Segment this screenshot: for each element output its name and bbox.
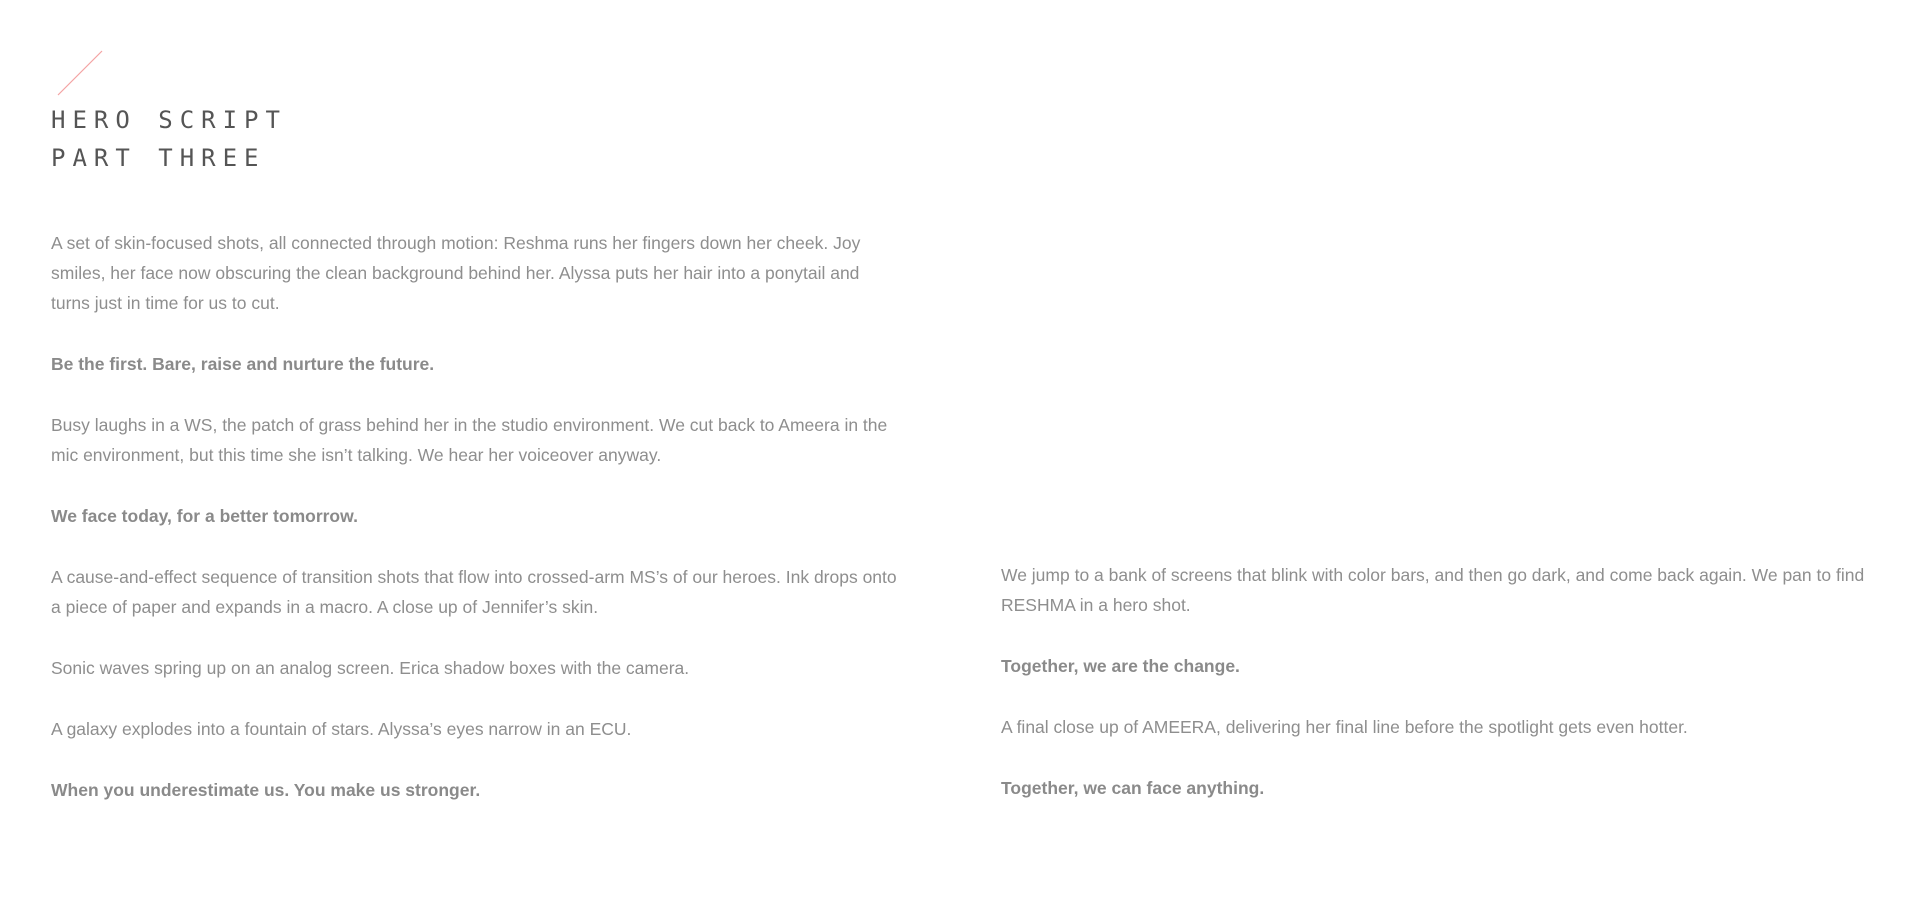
script-tagline: When you underestimate us. You make us stronger. [51,780,481,800]
title-line-1: HERO SCRIPT [51,106,287,134]
title-line-2: PART THREE [51,144,266,172]
script-paragraph: Sonic waves spring up on an analog screen. Erica shadow boxes with the camera. [51,658,690,678]
script-paragraph: A final close up of AMEERA, delivering her final line before the spotlight gets even hotter. [1001,717,1688,737]
script-tagline: We face today, for a better tomorrow. [51,506,358,526]
page-title [51,101,287,177]
script-tagline: Together, we can face anything. [1001,778,1265,798]
script-column-right [1001,560,1871,803]
script-paragraph: A set of skin-focused shots, all connected through motion: Reshma runs her fingers down her cheek. Joy smiles, her face now obscuring the clean background behind her. Alyssa puts her hair into a ponytail and turns just in time for us to cut. [51,233,861,313]
script-paragraph: A cause-and-effect sequence of transition shots that flow into crossed-arm MS’s of our heroes. Ink drops onto a piece of paper and expands in a macro. A close up of Jennifer’s skin. [51,567,897,617]
script-paragraph: Busy laughs in a WS, the patch of grass behind her in the studio environment. We cut back to Ameera in the mic environment, but this time she isn’t talking. We hear her voiceover anyway. [51,415,888,465]
script-column-left [51,228,901,805]
script-tagline: Together, we are the change. [1001,656,1240,676]
slash-accent-icon [57,50,103,96]
script-paragraph: We jump to a bank of screens that blink with color bars, and then go dark, and come back again. We pan to find RESHMA in a hero shot. [1001,565,1865,615]
script-paragraph: A galaxy explodes into a fountain of stars. Alyssa’s eyes narrow in an ECU. [51,719,632,739]
script-tagline: Be the first. Bare, raise and nurture the future. [51,354,435,374]
